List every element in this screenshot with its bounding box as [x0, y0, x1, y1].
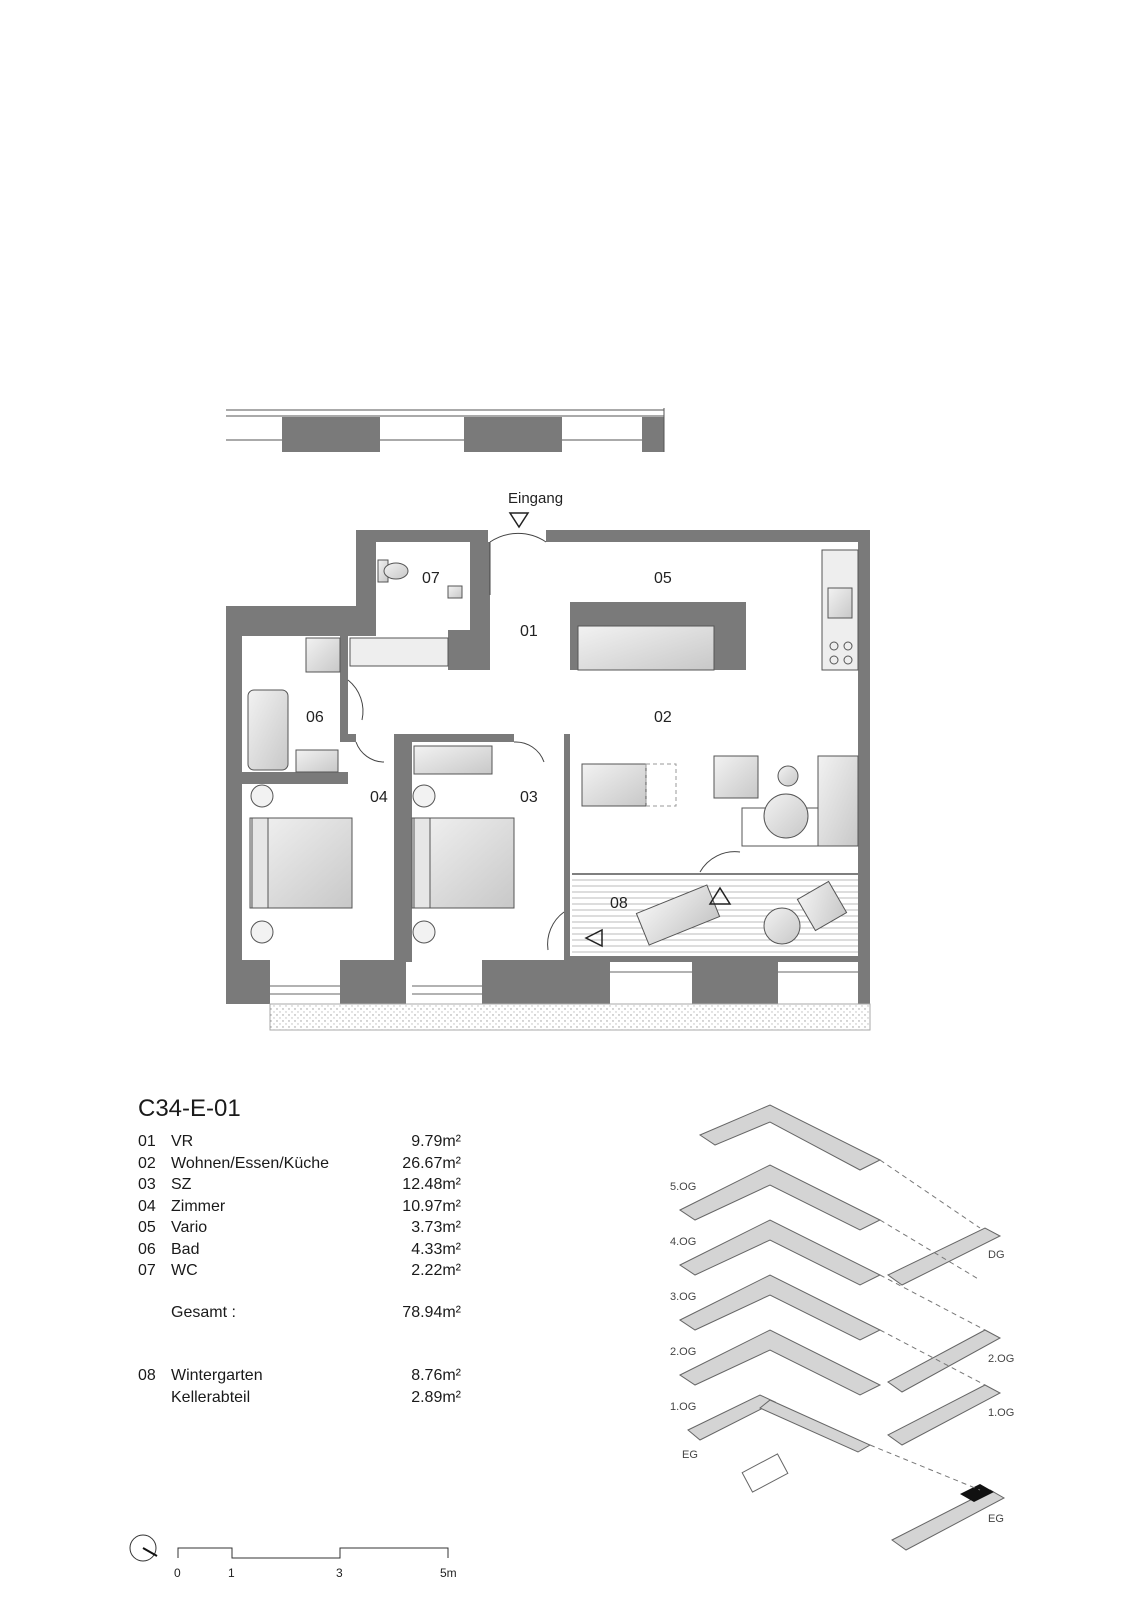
room-name: SZ — [171, 1176, 192, 1193]
room-num: 05 — [138, 1219, 156, 1236]
extra-row — [138, 1365, 478, 1387]
room-label-04: 04 — [370, 789, 388, 806]
scale-bar — [178, 1548, 448, 1558]
entrance-marker — [508, 490, 563, 527]
room-name: WC — [171, 1262, 198, 1279]
room-schedule — [138, 1095, 478, 1408]
room-area: 9.79m² — [411, 1133, 461, 1150]
entrance-label: Eingang — [508, 490, 564, 507]
room-num: 03 — [138, 1176, 156, 1193]
room-num: 06 — [138, 1240, 156, 1258]
iso-label-2og: 2.OG — [670, 1346, 697, 1358]
room-area: 4.33m² — [411, 1240, 461, 1258]
scale-tick-5m: 5m — [440, 1566, 457, 1580]
room-label-07: 07 — [422, 570, 440, 587]
room-name: Wohnen/Essen/Küche — [171, 1154, 330, 1172]
extra-name: Wintergarten — [171, 1367, 263, 1384]
room-num: 07 — [138, 1262, 156, 1279]
room-row — [138, 1217, 478, 1239]
room-label-02: 02 — [654, 709, 672, 726]
extra-area: 8.76m² — [411, 1367, 461, 1384]
room-label-05: 05 — [654, 570, 672, 587]
unit-title: C34-E-01 — [138, 1095, 241, 1122]
extra-area: 2.89m² — [411, 1388, 461, 1406]
room-area: 26.67m² — [402, 1154, 461, 1172]
iso-label-eg-left: EG — [682, 1449, 698, 1461]
iso-label-1og-right: 1.OG — [988, 1407, 1015, 1419]
total-row — [138, 1302, 478, 1324]
room-label-06: 06 — [306, 709, 324, 726]
room-name: Zimmer — [171, 1197, 226, 1215]
room-label-03: 03 — [520, 789, 538, 806]
north-arrow-icon — [130, 1535, 157, 1561]
section-strip — [226, 408, 664, 452]
scale-tick-1: 1 — [228, 1566, 235, 1580]
scale-tick-3: 3 — [336, 1566, 343, 1580]
iso-label-4og: 4.OG — [670, 1236, 697, 1248]
extra-num: 08 — [138, 1367, 156, 1384]
iso-label-dg: DG — [988, 1249, 1005, 1261]
room-row — [138, 1260, 478, 1282]
terrace-ground — [270, 1004, 870, 1030]
room-num: 04 — [138, 1197, 156, 1215]
iso-label-3og: 3.OG — [670, 1291, 697, 1303]
room-area: 10.97m² — [402, 1197, 461, 1215]
extra-row — [138, 1387, 478, 1409]
room-area: 3.73m² — [411, 1219, 461, 1236]
room-name: Vario — [171, 1219, 208, 1236]
isometric-key — [670, 1105, 1014, 1550]
total-area: 78.94m² — [402, 1303, 461, 1321]
total-label: Gesamt : — [171, 1303, 236, 1321]
room-row — [138, 1196, 478, 1218]
iso-label-5og: 5.OG — [670, 1181, 697, 1193]
iso-label-1og: 1.OG — [670, 1401, 697, 1413]
extra-num — [138, 1387, 171, 1409]
extra-name: Kellerabteil — [171, 1388, 251, 1406]
room-num: 01 — [138, 1133, 156, 1150]
room-num: 02 — [138, 1154, 156, 1172]
room-row — [138, 1174, 478, 1196]
room-row — [138, 1153, 478, 1175]
room-row — [138, 1131, 478, 1153]
room-label-01: 01 — [520, 623, 538, 640]
room-label-08: 08 — [610, 895, 628, 912]
room-name: VR — [171, 1133, 194, 1150]
room-area: 12.48m² — [402, 1176, 461, 1193]
iso-label-eg-right: EG — [988, 1513, 1004, 1525]
room-name: Bad — [171, 1240, 200, 1258]
scale-tick-0: 0 — [174, 1566, 181, 1580]
room-row — [138, 1239, 478, 1261]
iso-label-2og-right: 2.OG — [988, 1353, 1015, 1365]
room-area: 2.22m² — [411, 1262, 461, 1279]
